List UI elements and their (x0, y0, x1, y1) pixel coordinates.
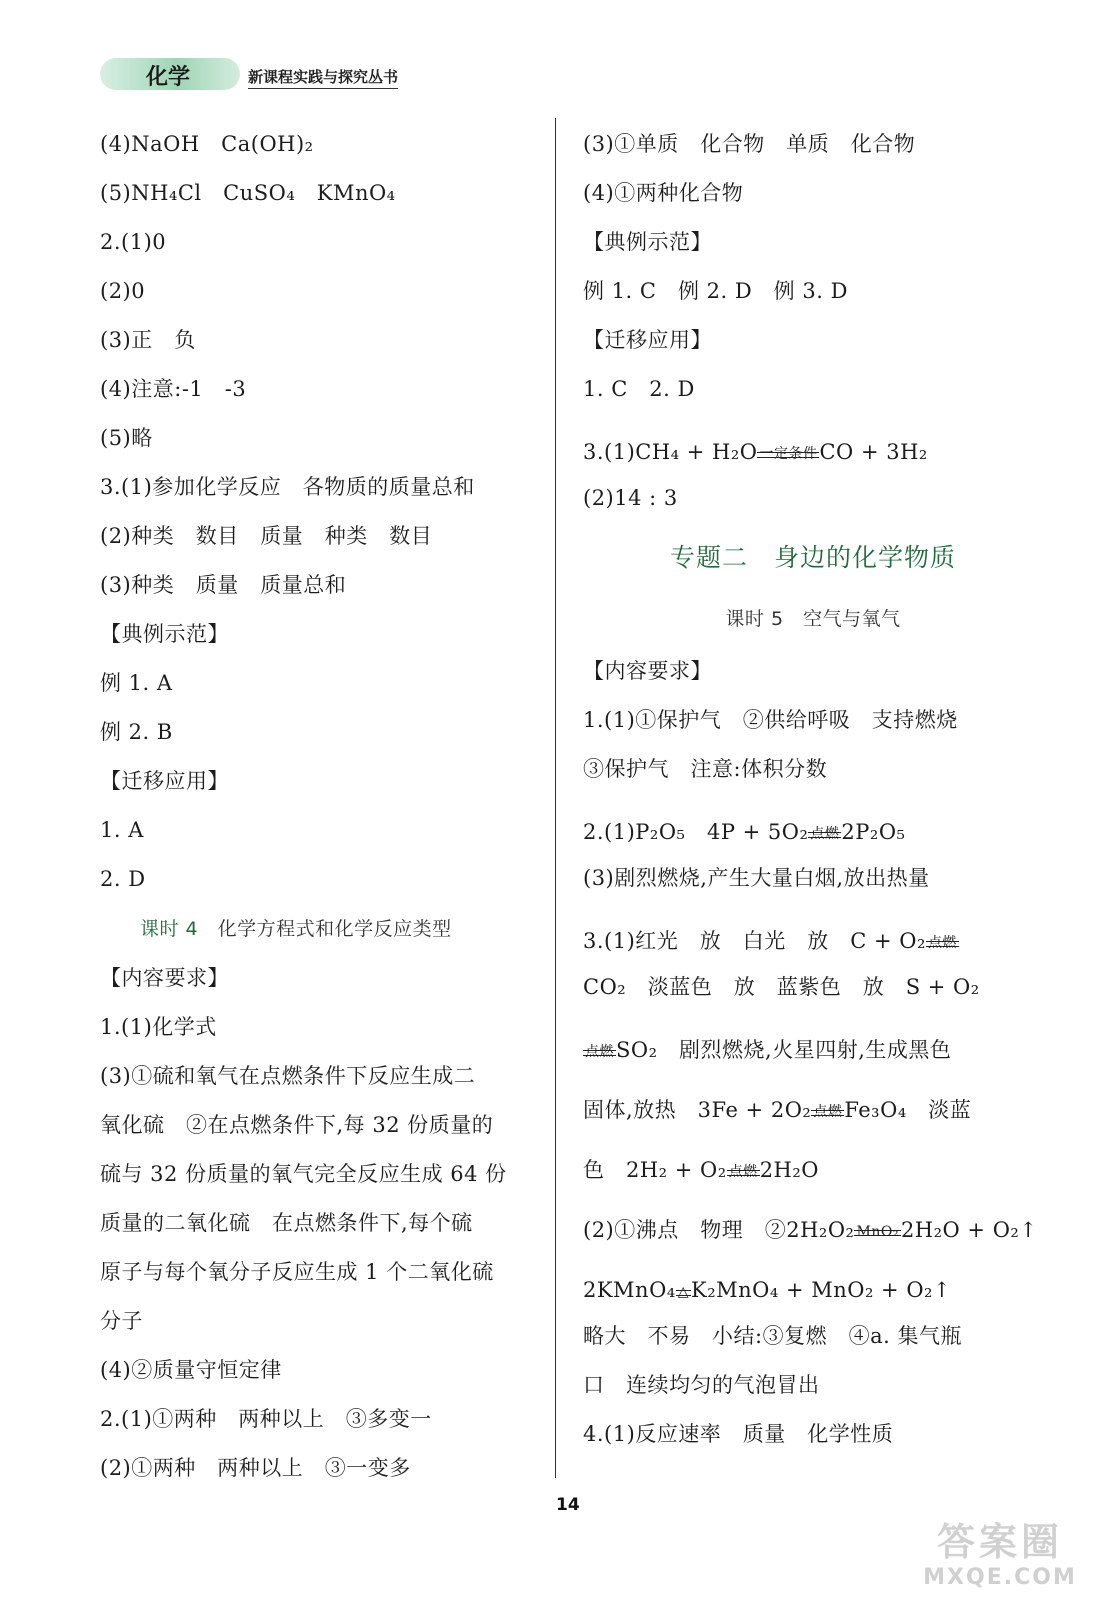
reaction-condition: 点燃 (585, 1044, 614, 1060)
watermark-logo (900, 1520, 1100, 1600)
reaction-condition-arrow (757, 446, 819, 468)
watermark-text: 答案圈 (936, 1520, 1063, 1564)
section-label: 【迁移应用】 (100, 769, 229, 793)
equation-line (583, 1012, 1043, 1072)
answer-line: 4.(1)反应速率 质量 化学性质 (583, 1422, 894, 1446)
lesson-title: 空气与氧气 (803, 608, 901, 630)
answer-line: 1.(1)化学式 (100, 1015, 217, 1039)
answer-line: (2)14 : 3 (583, 486, 678, 510)
reaction-condition-arrow (676, 1284, 691, 1306)
equation-reactants: 2.(1)P₂O₅ 4P + 5O₂ (583, 820, 809, 844)
reaction-condition-arrow (854, 1224, 900, 1246)
answer-line: (2)①两种 两种以上 ③一变多 (100, 1456, 411, 1480)
left-column (100, 120, 540, 1493)
answer-line: 硫与 32 份质量的氧气完全反应生成 64 份 (100, 1162, 507, 1186)
subject-badge (100, 58, 240, 90)
equation-line (583, 903, 1043, 963)
double-line (583, 1050, 616, 1056)
reaction-condition: MnO₂ (856, 1224, 899, 1240)
answer-line: 口 连续均匀的气泡冒出 (583, 1373, 820, 1397)
answer-line: (3)剧烈燃烧,产生大量白烟,放出热量 (583, 866, 930, 890)
section-label: 【内容要求】 (583, 659, 712, 683)
answer-line: 原子与每个氧分子反应生成 1 个二氧化硫 (100, 1260, 494, 1284)
answer-line: (4)②质量守恒定律 (100, 1358, 282, 1382)
answer-line: 1. C 2. D (583, 377, 695, 401)
reaction-condition-arrow (727, 1164, 760, 1186)
reaction-condition-arrow (926, 935, 959, 957)
answer-line: 2.(1)0 (100, 230, 167, 254)
equation-products: 2H₂O (759, 1158, 819, 1182)
double-line (808, 832, 841, 838)
equation-products: Fe₃O₄ 淡蓝 (844, 1098, 972, 1122)
equation-products: 2H₂O + O₂↑ (900, 1218, 1038, 1242)
answer-line: 3.(1)参加化学反应 各物质的质量总和 (100, 475, 475, 499)
equation-reactants: 3.(1)CH₄ + H₂O (583, 440, 758, 464)
double-line (811, 1110, 844, 1116)
lesson-heading (100, 904, 540, 954)
answer-line: 质量的二氧化硫 在点燃条件下,每个硫 (100, 1211, 473, 1235)
answer-line: (2)0 (100, 279, 146, 303)
reaction-condition: 点燃 (728, 1164, 758, 1180)
reaction-condition: 点燃 (810, 826, 840, 842)
answer-line: 2. D (100, 867, 146, 891)
answer-line: 1.(1)①保护气 ②供给呼吸 支持燃烧 (583, 708, 958, 732)
equation-line (583, 414, 1043, 474)
reaction-condition-arrow (808, 826, 841, 848)
answer-line: 例 2. B (100, 720, 173, 744)
answer-line: 2.(1)①两种 两种以上 ③多变一 (100, 1407, 432, 1431)
equation-reactants: 2KMnO₄ (583, 1278, 676, 1302)
section-label: 【迁移应用】 (583, 328, 712, 352)
section-label: 【典例示范】 (583, 230, 712, 254)
answer-line: 略大 不易 小结:③复燃 ④a. 集气瓶 (583, 1324, 962, 1348)
equation-reactants: 固体,放热 3Fe + 2O₂ (583, 1098, 812, 1122)
lesson-title: 化学方程式和化学反应类型 (217, 918, 452, 940)
equation-line (583, 1252, 1043, 1312)
double-line (926, 941, 959, 947)
reaction-condition: 一定条件 (759, 446, 818, 462)
subject-title: 化学 (146, 65, 191, 90)
answer-line: 例 1. C 例 2. D 例 3. D (583, 279, 848, 303)
reaction-condition: 点燃 (927, 935, 957, 951)
series-title: 新课程实践与探究丛书 (248, 66, 398, 89)
equation-products: SO₂ 剧烈燃烧,火星四射,生成黑色 (616, 1038, 952, 1062)
equation-line (583, 1132, 1043, 1192)
answer-line: (5)NH₄Cl CuSO₄ KMnO₄ (100, 181, 396, 205)
lesson-heading (583, 587, 1043, 647)
topic-heading: 专题二 身边的化学物质 (669, 543, 956, 572)
equation-products: 2P₂O₅ (841, 820, 906, 844)
reaction-condition: △ (677, 1284, 689, 1300)
answer-line: (3)①硫和氧气在点燃条件下反应生成二 (100, 1064, 476, 1088)
answer-line: 例 1. A (100, 671, 173, 695)
answer-line: 氧化硫 ②在点燃条件下,每 32 份质量的 (100, 1113, 494, 1137)
equation-reactants: 3.(1)红光 放 白光 放 C + O₂ (583, 929, 926, 953)
equation-line (583, 1192, 1043, 1252)
answer-line: (3)种类 质量 质量总和 (100, 573, 347, 597)
lesson-number: 课时 4 (140, 918, 199, 940)
equation-line (583, 1072, 1043, 1132)
column-divider (555, 118, 556, 1478)
right-column (583, 120, 1043, 1459)
equation-reactants: 色 2H₂ + O₂ (583, 1158, 727, 1182)
answer-line: 分子 (100, 1309, 143, 1333)
double-line (727, 1170, 760, 1176)
reaction-condition-arrow (583, 1044, 616, 1066)
answer-line: (4)注意:-1 -3 (100, 377, 247, 401)
answer-line: (5)略 (100, 426, 153, 450)
section-label: 【典例示范】 (100, 622, 229, 646)
double-line (854, 1230, 900, 1236)
equation-products: CO + 3H₂ (819, 440, 928, 464)
equation-products: K₂MnO₄ + MnO₂ + O₂↑ (691, 1278, 952, 1302)
answer-line: (2)种类 数目 质量 种类 数目 (100, 524, 433, 548)
answer-line: (3)正 负 (100, 328, 196, 352)
reaction-condition-arrow (811, 1104, 844, 1126)
equation-reactants: (2)①沸点 物理 ②2H₂O₂ (583, 1218, 855, 1242)
page-number: 14 (556, 1495, 580, 1515)
page-header (100, 58, 430, 92)
answer-line: CO₂ 淡蓝色 放 蓝紫色 放 S + O₂ (583, 975, 980, 999)
answer-line: 1. A (100, 818, 144, 842)
lesson-number: 课时 5 (725, 608, 784, 630)
answer-line: (4)NaOH Ca(OH)₂ (100, 132, 314, 156)
equation-line (583, 794, 1043, 854)
reaction-condition: 点燃 (813, 1104, 843, 1120)
answer-line: (4)①两种化合物 (583, 181, 744, 205)
watermark-url: MXQE.COM (923, 1565, 1077, 1590)
answer-line: ③保护气 注意:体积分数 (583, 757, 828, 781)
double-line (676, 1290, 691, 1296)
double-line (757, 452, 819, 458)
section-label: 【内容要求】 (100, 966, 229, 990)
answer-line: (3)①单质 化合物 单质 化合物 (583, 132, 916, 156)
